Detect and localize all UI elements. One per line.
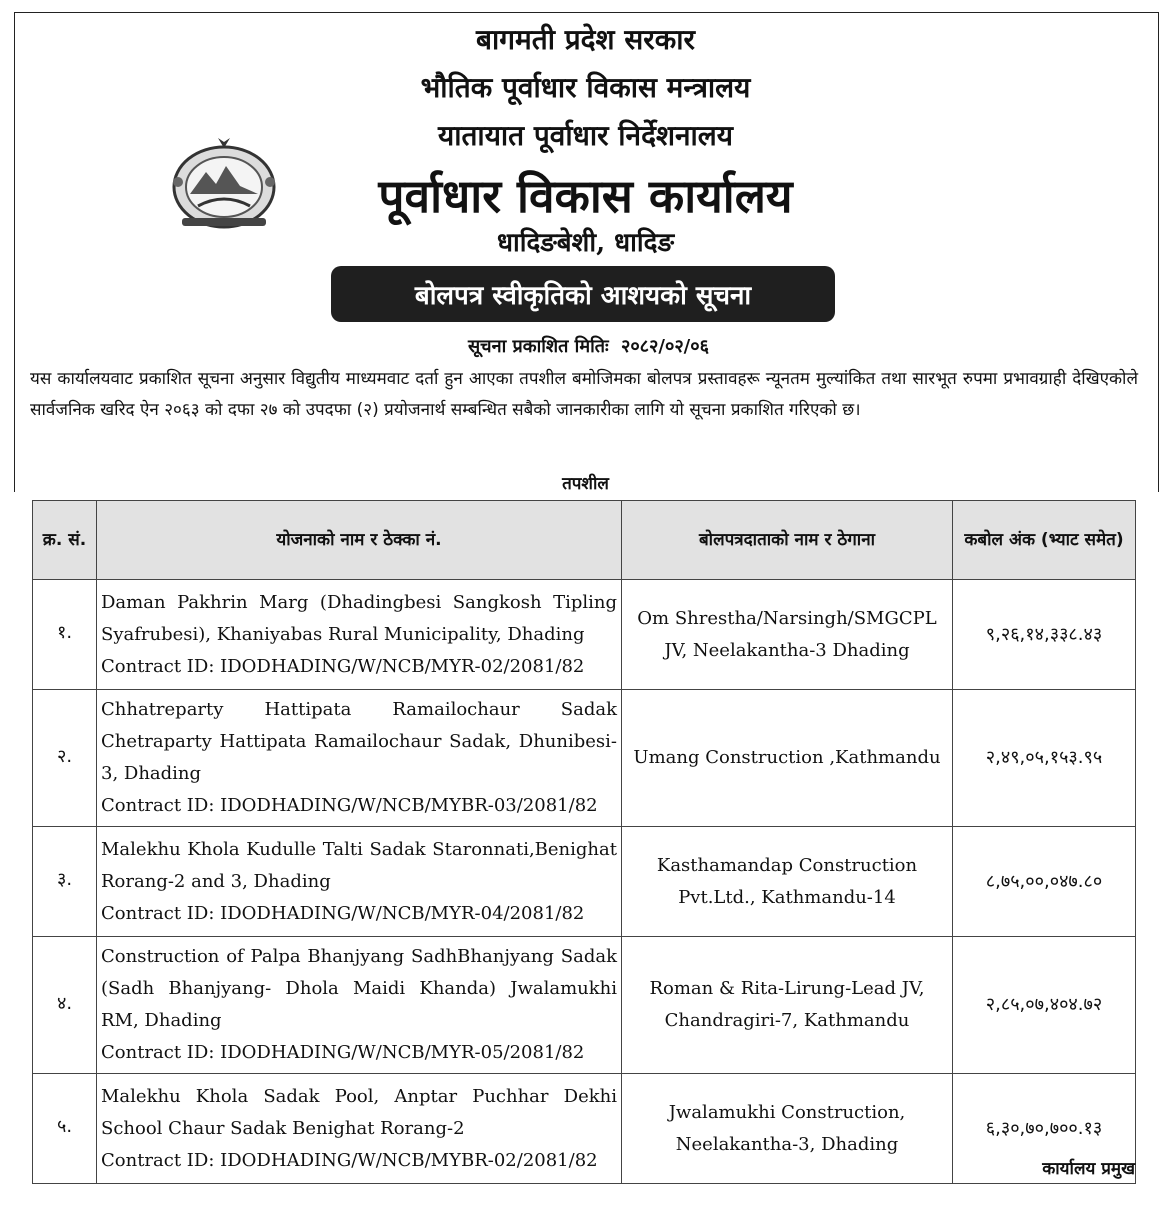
row-bidder: Umang Construction ,Kathmandu — [622, 690, 953, 827]
row-contract-id: Contract ID: IDODHADING/W/NCB/MYR-02/2081/82 — [101, 655, 585, 677]
row-contract-id: Contract ID: IDODHADING/W/NCB/MYBR-02/2081/82 — [101, 1149, 598, 1171]
office-chief-signatory: कार्यालय प्रमुख — [1042, 1159, 1135, 1179]
header-serial-number: क्र. सं. — [33, 501, 97, 580]
table-row — [33, 690, 1136, 827]
table-header-row — [33, 501, 1136, 580]
row-project — [97, 580, 622, 690]
tender-details-table — [32, 500, 1136, 1184]
row-bidder: Roman & Rita-Lirung-Lead JV, Chandragiri-7, Kathmandu — [622, 937, 953, 1074]
notice-title-banner: बोलपत्र स्वीकृतिको आशयको सूचना — [331, 266, 835, 322]
header-bidder-name: बोलपत्रदाताको नाम र ठेगाना — [622, 501, 953, 580]
publish-date-label: सूचना प्रकाशित मितिः — [468, 336, 609, 357]
row-project — [97, 690, 622, 827]
office-location: धादिङबेशी, धादिङ — [496, 228, 675, 258]
row-contract-id: Contract ID: IDODHADING/W/NCB/MYR-05/2081/82 — [101, 1042, 585, 1063]
row-project — [97, 1074, 622, 1184]
row-bidder: Jwalamukhi Construction, Neelakantha-3, Dhading — [622, 1074, 953, 1184]
row-bid-amount: ९,२६,१४,३३८.४३ — [953, 580, 1136, 690]
row-bid-amount: २,४९,०५,१५३.९५ — [953, 690, 1136, 827]
frame-top-border — [14, 12, 1159, 13]
table-row — [33, 1074, 1136, 1184]
row-project — [97, 937, 622, 1074]
row-serial-number: ५. — [33, 1074, 97, 1184]
row-bid-amount: ६,३०,७०,७००.१३ — [953, 1074, 1136, 1184]
row-serial-number: १. — [33, 580, 97, 690]
row-bidder: Kasthamandap Construction Pvt.Ltd., Kathmandu-14 — [622, 827, 953, 937]
table-row — [33, 827, 1136, 937]
row-contract-id: Contract ID: IDODHADING/W/NCB/MYBR-03/2081/82 — [101, 795, 598, 816]
header-project-name: योजनाको नाम र ठेक्का नं. — [97, 501, 622, 580]
publish-date — [0, 334, 1171, 358]
row-bid-amount: ८,७५,००,०४७.८० — [953, 827, 1136, 937]
table-row — [33, 580, 1136, 690]
row-project-name: Malekhu Khola Sadak Pool, Anptar Puchhar Dekhi School Chaur Sadak Benighat Rorang-2 — [101, 1085, 617, 1139]
row-contract-id: Contract ID: IDODHADING/W/NCB/MYR-04/2081/82 — [101, 902, 585, 924]
province-government-heading: बागमती प्रदेश सरकार — [476, 23, 695, 56]
row-project-name: Malekhu Khola Kudulle Talti Sadak Staronnati,Benighat Rorang-2 and 3, Dhading — [101, 838, 617, 892]
details-heading: तपशील — [562, 474, 609, 494]
table-row — [33, 937, 1136, 1074]
row-serial-number: ४. — [33, 937, 97, 1074]
header-bid-amount: कबोल अंक (भ्याट समेत) — [953, 501, 1136, 580]
office-title: पूर्वाधार विकास कार्यालय — [378, 169, 793, 223]
row-serial-number: २. — [33, 690, 97, 827]
directorate-heading: यातायात पूर्वाधार निर्देशनालय — [437, 119, 734, 152]
row-project-name: Daman Pakhrin Marg (Dhadingbesi Sangkosh Tipling Syafrubesi), Khaniyabas Rural Municipality, Dhading — [101, 591, 617, 645]
notice-body-text: यस कार्यालयवाट प्रकाशित सूचना अनुसार विद्युतीय माध्यमवाट दर्ता हुन आएका तपशील बमोजिमका बोलपत्र प्रस्तावहरू न्यूनतम मुल्यांकित तथा सारभूत रुपमा प्रभावग्राही देखिएकोले सार्वजनिक खरिद ऐन २०६३ को दफा २७ को उपदफा (२) प्रयोजनार्थ सम्बन्धित सबैको जानकारीका लागि यो सूचना प्रकाशित गरिएको छ। — [30, 369, 1138, 420]
row-project-name: Chhatreparty Hattipata Ramailochaur Sadak Chetraparty Hattipata Ramailochaur Sadak, Dhunibesi-3, Dhading — [101, 699, 617, 784]
row-bidder: Om Shrestha/Narsingh/SMGCPL JV, Neelakantha-3 Dhading — [622, 580, 953, 690]
publish-date-value: २०८२/०२/०६ — [620, 336, 709, 357]
row-bid-amount: २,८५,०७,४०४.७२ — [953, 937, 1136, 1074]
row-serial-number: ३. — [33, 827, 97, 937]
ministry-heading: भौतिक पूर्वाधार विकास मन्त्रालय — [420, 71, 751, 104]
row-project — [97, 827, 622, 937]
row-project-name: Construction of Palpa Bhanjyang SadhBhanjyang Sadak (Sadh Bhanjyang- Dhola Maidi Khanda) Jwalamukhi RM, Dhading — [101, 946, 617, 1031]
